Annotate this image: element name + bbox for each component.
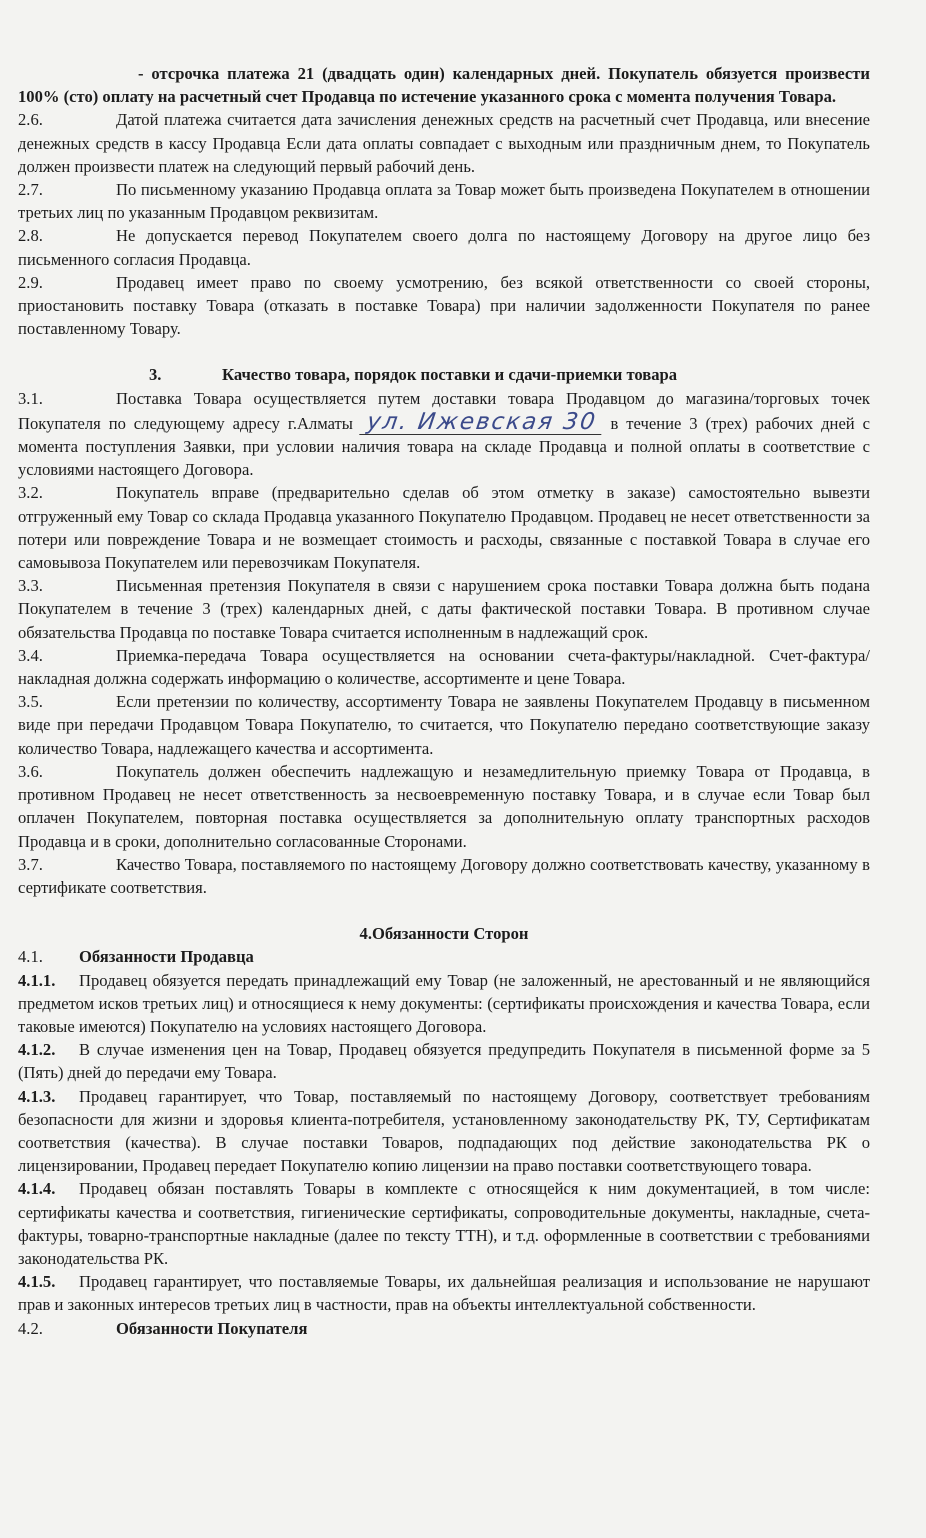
clause-3-3: [18, 574, 870, 644]
clause-4-1-3: [18, 1085, 870, 1178]
clause-text: Приемка-передача Товара осуществляется на основании счета-фактуры/накладной. Счет-фактура/накладная должна содержать информацию о количестве, ассортименте и цене Товара.: [18, 645, 870, 689]
clause-number: 4.1.1.: [18, 970, 56, 990]
clause-3-7: [18, 853, 870, 899]
clause-number: 3.7.: [18, 854, 43, 874]
clause-text-after: в течение 3 (трех) рабочих дней с момента поступления Заявки, при условии наличия товара на складе Продавца и полной оплаты в соответствие с условиями настоящего Договора.: [18, 413, 870, 480]
clause-number: 3.6.: [18, 761, 43, 781]
clause-3-6: [18, 760, 870, 853]
clause-2-7: [18, 178, 870, 224]
clause-text: Датой платежа считается дата зачисления денежных средств на расчетный счет Продавца, или внесение денежных средств в кассу Продавца Если дата оплаты совпадает с выходным или праздничным днем, то Покупатель должен произвести платеж на следующий первый рабочий день.: [18, 110, 870, 176]
clause-number: 4.1.3.: [18, 1086, 56, 1106]
clause-text: Продавец гарантирует, что поставляемые Товары, их дальнейшая реализация и использование не нарушают прав и законных интересов третьих лиц в частности, прав на объекты интеллектуальной собственности.: [18, 1272, 870, 1315]
subsection-title: Обязанности Покупателя: [116, 1318, 308, 1338]
clause-3-1: [18, 387, 870, 482]
clause-number: 3.2.: [18, 483, 43, 503]
clause-4-1-4: [18, 1177, 870, 1270]
clause-number: 3.4.: [18, 645, 43, 665]
section-4-heading: 4.Обязанности Сторон: [359, 924, 529, 944]
clause-4-1-2: [18, 1038, 870, 1084]
clause-number: 4.1.2.: [18, 1040, 56, 1060]
subsection-number: 4.1.: [18, 947, 43, 967]
clause-number: 4.1.5.: [18, 1272, 56, 1292]
section-title: Качество товара, порядок поставки и сдачи-приемки товара: [222, 365, 678, 385]
subsection-4-1-heading: [18, 945, 870, 968]
clause-number: 2.9.: [18, 272, 43, 292]
clause-2-9: [18, 271, 870, 341]
clause-text-before: Поставка Товара осуществляется путем доставки товара Продавцом до магазина/торговых точек Покупателя по следующему адресу г.Алматы: [18, 388, 870, 433]
clause-2-8: [18, 224, 870, 270]
subsection-4-2-heading: [18, 1317, 870, 1340]
clause-3-4: [18, 644, 870, 690]
clause-text: Не допускается перевод Покупателем своего долга по настоящему Договору на другое лицо без письменного согласия Продавца.: [18, 226, 870, 269]
clause-4-1-5: [18, 1270, 870, 1316]
clause-text: Если претензии по количеству, ассортименту Товара не заявлены Покупателем Продавцу в письменном виде при передачи Продавцом Товара Покупателю, то считается, что Покупателю передано соответствующие заказу количество Товара, надлежащего качества и ассортимента.: [18, 692, 870, 758]
section-number: 3.: [149, 365, 162, 385]
clause-text: Продавец гарантирует, что Товар, поставляемый по настоящему Договору, соответствует требованиям безопасности для жизни и здоровья клиента-потребителя, установленному законодательству РК, ТУ, Сертификатам соответствия (качества). В случае поставки Товаров, подпадающих под действие законодательства РК о лицензировании, Продавец передает Покупателю копию лицензии на право поставки соответствующего товара.: [18, 1086, 870, 1176]
clause-number: 2.7.: [18, 180, 43, 200]
clause-number: 3.1.: [18, 388, 43, 408]
clause-3-5: [18, 690, 870, 760]
clause-number: 3.3.: [18, 576, 43, 596]
clause-3-2: [18, 481, 870, 574]
clause-number: 4.1.4.: [18, 1179, 56, 1199]
clause-number: 2.6.: [18, 110, 43, 130]
clause-2-6: [18, 108, 870, 178]
clause-text: По письменному указанию Продавца оплата за Товар может быть произведена Покупателем в отношении третьих лиц по указанным Продавцом реквизитам.: [18, 180, 870, 223]
clause-number: 2.8.: [18, 226, 43, 246]
clause-number: 3.5.: [18, 692, 43, 712]
subsection-number: 4.2.: [18, 1318, 43, 1338]
clause-text: Покупатель должен обеспечить надлежащую и незамедлительную приемку Товара от Продавца, в противном Продавец не несет ответственность за несвоевременную поставку Товара, и в случае если Товар был оплачен Покупателем, повторная поставка осуществляется за дополнительную оплату транспортных расходов Продавца и в сроки, дополнительно согласованные Сторонами.: [18, 761, 870, 851]
clause-text: Письменная претензия Покупателя в связи с нарушением срока поставки Товара должна быть подана Покупателем в течение 3 (трех) календарных дней, с даты фактической поставки Товара. В противном случае обязательства Продавца по поставке Товара считается исполненным в надлежащий срок.: [18, 576, 870, 642]
clause-text: Качество Товара, поставляемого по настоящему Договору должно соответствовать качеству, указанному в сертификате соответствия.: [18, 854, 870, 897]
clause-text: Продавец обязуется передать принадлежащий ему Товар (не заложенный, не арестованный и не являющийся предметом исков третьих лиц) и относящиеся к нему документы: (сертификаты происхождения и качества Товара, если таковые имеются) Покупателю на условиях настоящего Договора.: [18, 970, 870, 1036]
clause-text: В случае изменения цен на Товар, Продавец обязуется предупредить Покупателя в письменной форме за 5 (Пять) дней до передачи ему Товара.: [18, 1040, 870, 1083]
clause-text: Продавец имеет право по своему усмотрению, без всякой ответственности со своей стороны, приостановить поставку Товара (отказать в поставке Товара) при наличии задолженности Покупателя по ранее поставленному Товару.: [18, 272, 870, 339]
handwritten-address: ул. Ижевская 30: [359, 410, 604, 435]
payment-deferral-text: - отсрочка платежа 21 (двадцать один) календарных дней. Покупатель обязуется произвести 100% (сто) оплату на расчетный счет Продавца по истечение указанного срока с момента получения Товара.: [18, 64, 870, 107]
payment-deferral-paragraph: [18, 62, 870, 108]
clause-text: Продавец обязан поставлять Товары в комплекте с относящейся к ним документацией, в том числе: сертификаты качества и соответствия, гигиенические сертификаты, сопроводительные документы, накладные, счета-фактуры, товарно-транспортные накладные (далее по тексту ТТН), и т.д. оформленные в соответствии с требованиями законодательства РК.: [18, 1179, 870, 1268]
section-3-heading: [18, 363, 870, 386]
subsection-title: Обязанности Продавца: [79, 947, 254, 967]
contract-page: [18, 62, 870, 1340]
clause-text: Покупатель вправе (предварительно сделав об этом отметку в заказе) самостоятельно вывезти отгруженный ему Товар со склада Продавца указанного Покупателю Продавцом. Продавец не несет ответственности за потери или повреждение Товара и не возмещает стоимость и расходы, связанные с поставкой Товара в случае его самовывоза Покупателем или перевозчикам Покупателя.: [18, 483, 870, 573]
clause-4-1-1: [18, 969, 870, 1039]
